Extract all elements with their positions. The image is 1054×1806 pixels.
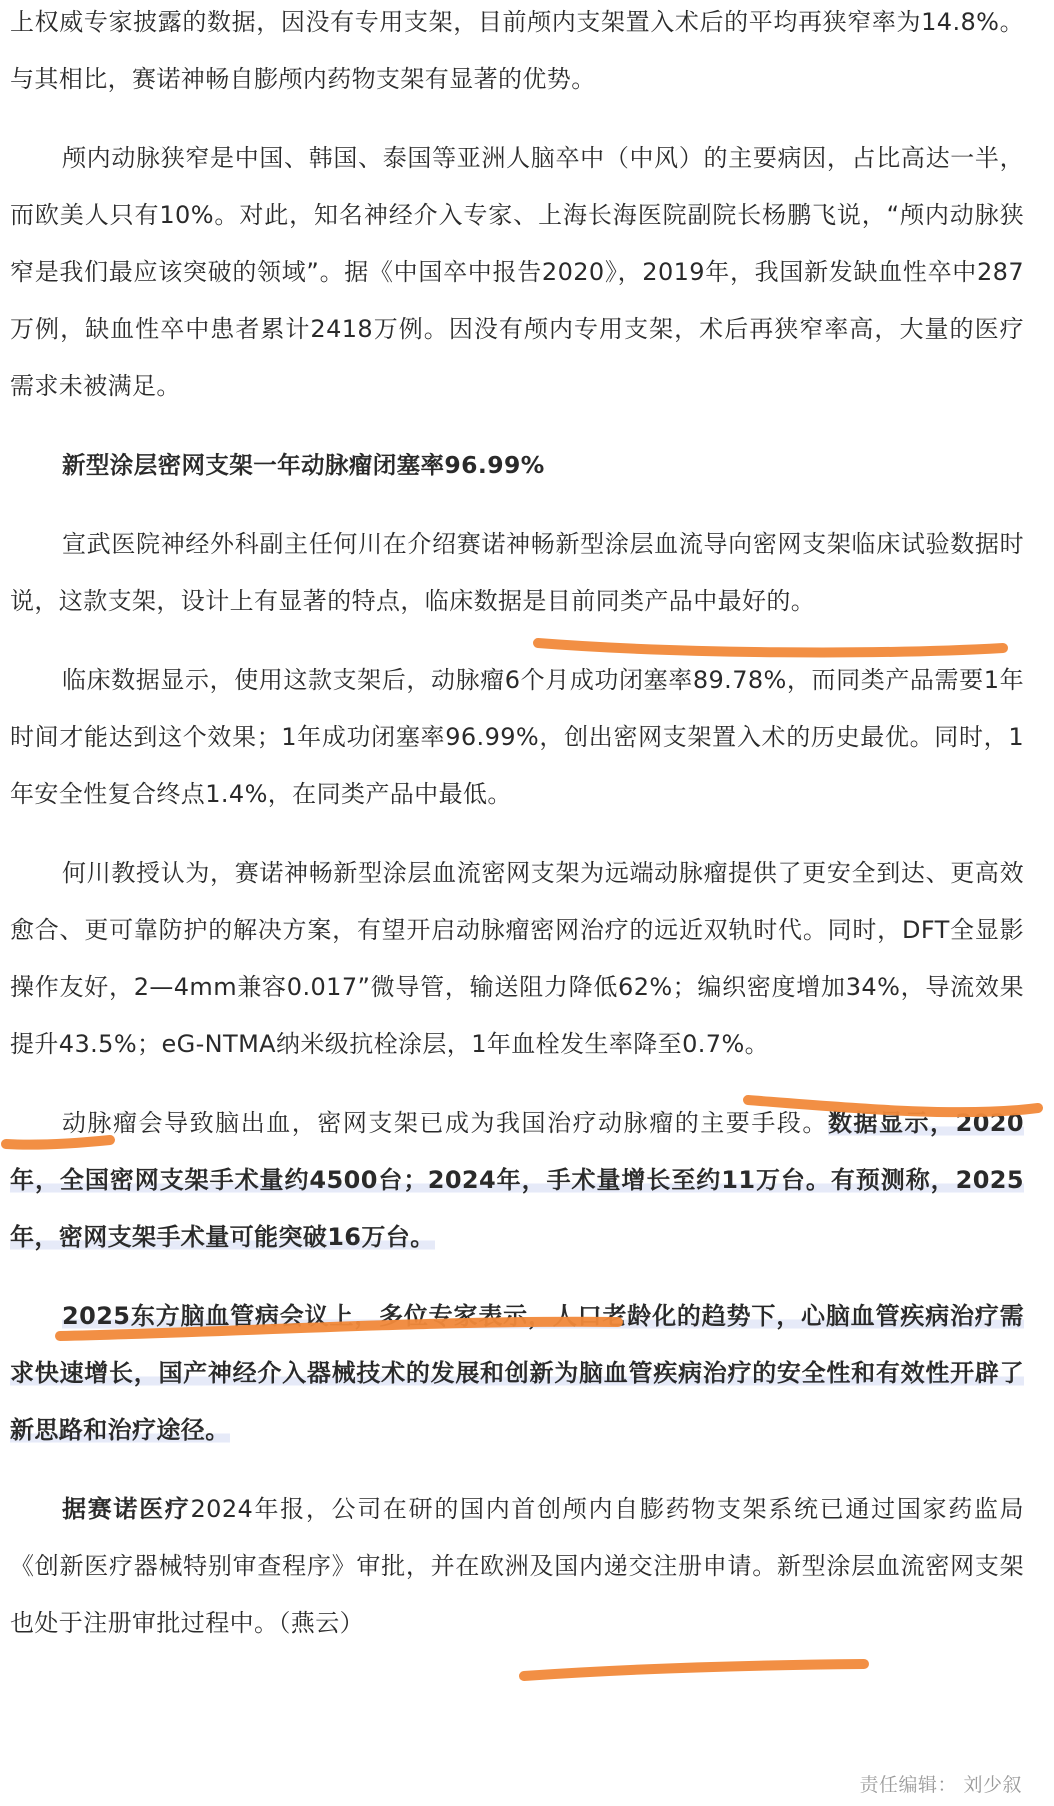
paragraph: 何川教授认为，赛诺神畅新型涂层血流密网支架为远端动脉瘤提供了更安全到达、更高效愈合、更可靠防护的解决方案，有望开启动脉瘤密网治疗的远近双轨时代。同时，DFT全显影操作友好，2—4mm兼容0.017”微导管，输送阻力降低62%；编织密度增加34%，导流效果提升43.5%；eG-NTMA纳米级抗栓涂层，1年血栓发生率降至0.7%。 — [10, 859, 1024, 1058]
paragraph — [10, 1481, 1024, 1652]
paragraph-text: 动脉瘤会导致脑出血，密网支架已成为我国治疗动脉瘤的主要手段。 — [62, 1109, 828, 1137]
paragraph-text: 2024年报，公司在研的国内首创颅内自膨药物支架系统已通过国家药监局《创新医疗器械特别审查程序》审批，并在欧洲及国内递交注册申请。新型涂层血流密网支架也处于注册审批过程中。（燕云） — [10, 1495, 1024, 1637]
underline-stroke — [524, 1664, 864, 1676]
paragraph — [10, 1095, 1024, 1266]
paragraph: 临床数据显示，使用这款支架后，动脉瘤6个月成功闭塞率89.78%，而同类产品需要1年时间才能达到这个效果；1年成功闭塞率96.99%，创出密网支架置入术的历史最优。同时，1年安全性复合终点1.4%，在同类产品中最低。 — [10, 666, 1024, 808]
highlighted-bold-text: 数据显示，2020年，全国密网支架手术量约4500台；2024年，手术量增长至约11万台。有预测称，2025年，密网支架手术量可能突破16万台。 — [10, 1109, 1024, 1251]
article-subheading: 新型涂层密网支架一年动脉瘤闭塞率96.99% — [62, 451, 545, 479]
paragraph: 颅内动脉狭窄是中国、韩国、泰国等亚洲人脑卒中（中风）的主要病因，占比高达一半，而欧美人只有10%。对此，知名神经介入专家、上海长海医院副院长杨鹏飞说，“颅内动脉狭窄是我们最应该突破的领域”。据《中国卒中报告2020》，2019年，我国新发缺血性卒中287万例，缺血性卒中患者累计2418万例。因没有颅内专用支架，术后再狭窄率高，大量的医疗需求未被满足。 — [10, 144, 1024, 400]
highlighted-bold-text: 2025东方脑血管病会议上，多位专家表示，人口老龄化的趋势下，心脑血管疾病治疗需求快速增长，国产神经介入器械技术的发展和创新为脑血管疾病治疗的安全性和有效性开辟了新思路和治疗途径。 — [10, 1302, 1024, 1444]
editor-credit: 责任编辑： 刘少叙 — [859, 1774, 1022, 1796]
paragraph: 上权威专家披露的数据，因没有专用支架，目前颅内支架置入术后的平均再狭窄率为14.8%。与其相比，赛诺神畅自膨颅内药物支架有显著的优势。 — [10, 8, 1024, 93]
paragraph: 宣武医院神经外科副主任何川在介绍赛诺神畅新型涂层血流导向密网支架临床试验数据时说，这款支架，设计上有显著的特点，临床数据是目前同类产品中最好的。 — [10, 530, 1024, 615]
article-body — [10, 0, 1024, 1652]
paragraph — [10, 1288, 1024, 1459]
bold-lead-text: 据赛诺医疗 — [62, 1495, 191, 1523]
